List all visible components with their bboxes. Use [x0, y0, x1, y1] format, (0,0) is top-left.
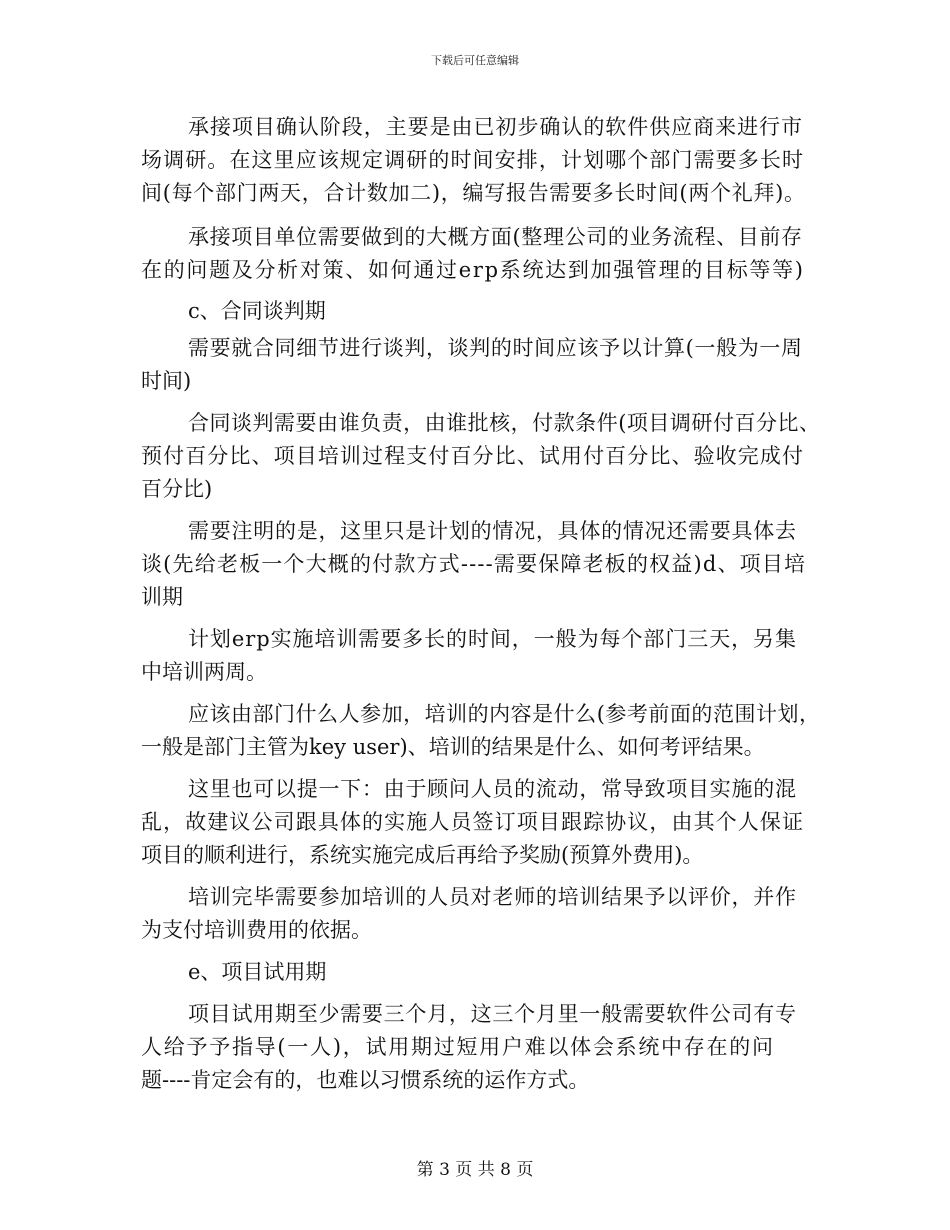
- text-line: 计划erp实施培训需要多长的时间，一般为每个部门三天，另集: [188, 627, 797, 651]
- text-line: 这里也可以提一下：由于顾问人员的流动，常导致项目实施的混: [188, 777, 797, 801]
- text-line: 题----肯定会有的，也难以习惯系统的运作方式。: [141, 1068, 590, 1092]
- text-line: 场调研。在这里应该规定调研的时间安排，计划哪个部门需要多长时: [141, 148, 805, 172]
- text-line: 合同谈判需要由谁负责，由谁批核，付款条件(项目调研付百分比、: [188, 411, 821, 435]
- text-line: 人给予予指导(一人)，试用期过短用户难以体会系统中存在的问: [141, 1035, 775, 1059]
- text-line: 项目的顺利进行，系统实施完成后再给予奖励(预算外费用)。: [141, 843, 704, 867]
- text-line: 时间): [141, 369, 192, 393]
- text-line: 间(每个部门两天，合计数加二)，编写报告需要多长时间(两个礼拜)。: [141, 181, 806, 205]
- text-line: 中培训两周。: [141, 660, 267, 684]
- text-line: 应该由部门什么人参加，培训的内容是什么(参考前面的范围计划，: [188, 702, 821, 726]
- text-line: 需要注明的是，这里只是计划的情况，具体的情况还需要具体去: [188, 519, 797, 543]
- text-line: 谈(先给老板一个大概的付款方式----需要保障老板的权益)d、项目培: [141, 552, 807, 576]
- text-line: 乱，故建议公司跟具体的实施人员签订项目跟踪协议，由其个人保证: [141, 810, 805, 834]
- text-line: 为支付培训费用的依据。: [141, 918, 372, 942]
- text-line: 培训完毕需要参加培训的人员对老师的培训结果予以评价，并作: [188, 885, 797, 909]
- text-line: 预付百分比、项目培训过程支付百分比、试用付百分比、验收完成付: [141, 444, 805, 468]
- text-line: 百分比): [141, 477, 213, 501]
- text-line: 训期: [141, 585, 183, 609]
- text-line: e、项目试用期: [188, 960, 327, 984]
- text-line: 需要就合同细节进行谈判，谈判的时间应该予以计算(一般为一周: [188, 336, 803, 360]
- text-line: c、合同谈判期: [188, 299, 326, 323]
- text-line: 一般是部门主管为key user)、培训的结果是什么、如何考评结果。: [141, 735, 765, 759]
- text-line: 承接项目确认阶段，主要是由已初步确认的软件供应商来进行市: [188, 115, 803, 139]
- text-line: 项目试用期至少需要三个月，这三个月里一般需要软件公司有专: [188, 1002, 797, 1026]
- page-footer: 第 3 页 共 8 页: [416, 1160, 534, 1180]
- text-line: 在的问题及分析对策、如何通过erp系统达到加强管理的目标等等): [141, 258, 805, 282]
- text-line: 承接项目单位需要做到的大概方面(整理公司的业务流程、目前存: [188, 225, 803, 249]
- page-header: 下载后可任意编辑: [431, 54, 519, 67]
